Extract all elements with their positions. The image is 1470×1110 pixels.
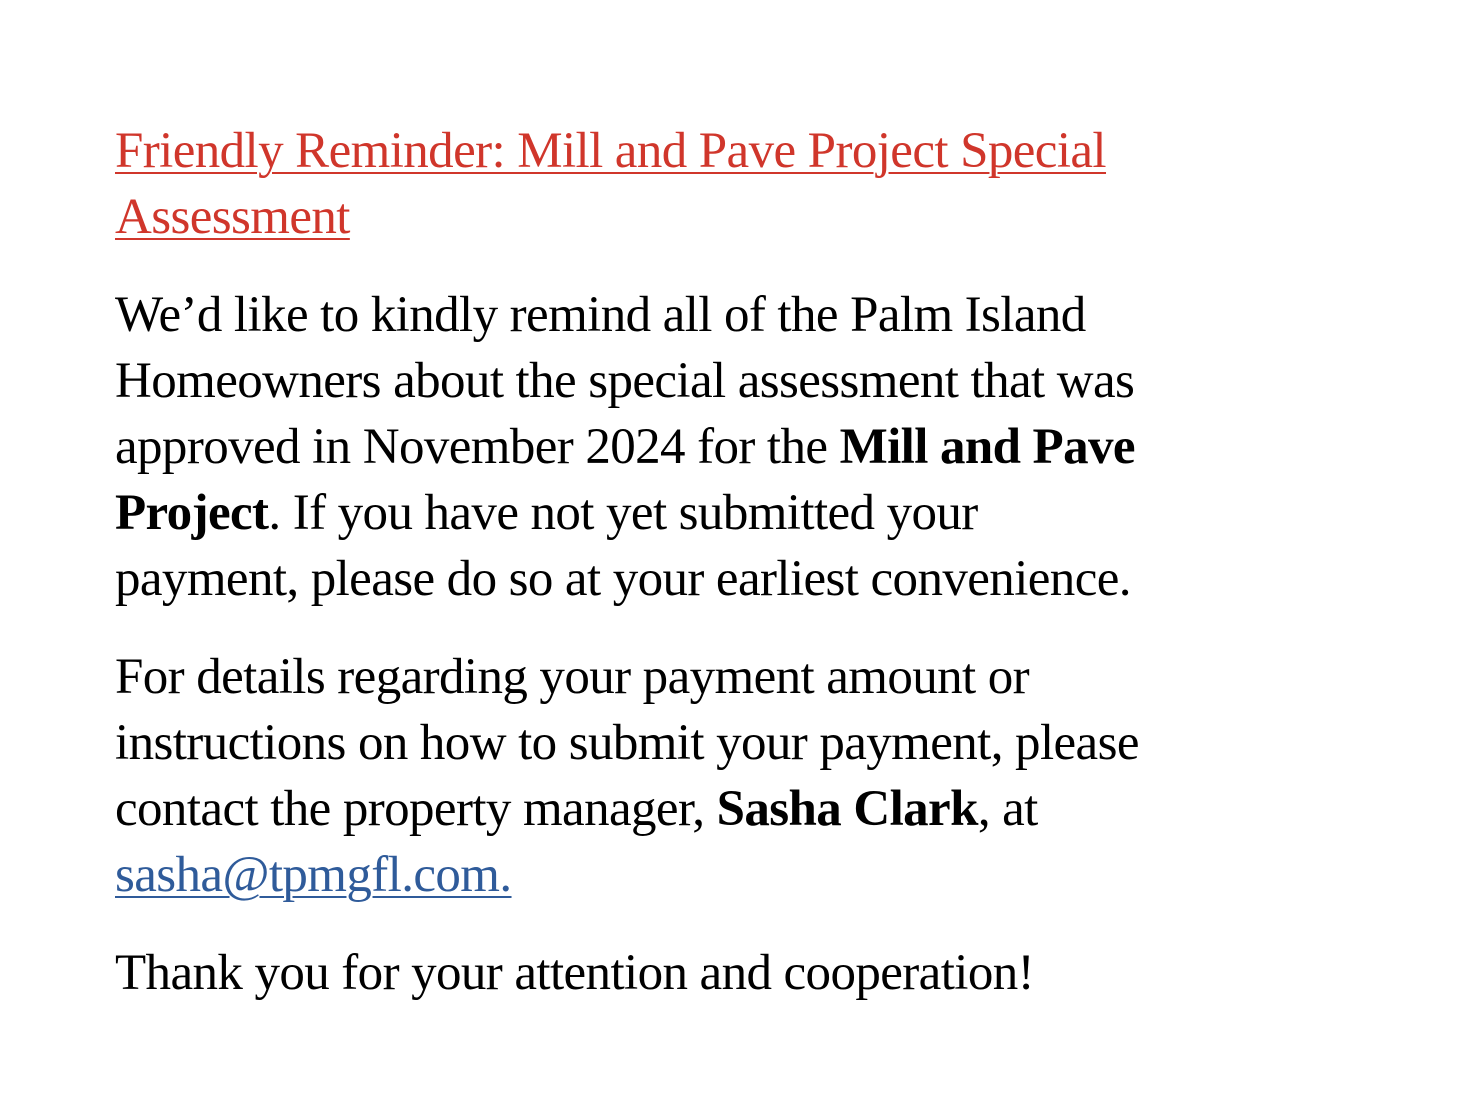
reminder-line-2: Homeowners about the special assessment that was xyxy=(115,353,1135,409)
project-name-bold-2: Project xyxy=(115,485,269,541)
contact-line-1: For details regarding your payment amount or xyxy=(115,649,1030,705)
contact-line-3-text: contact the property manager, xyxy=(115,781,717,837)
reminder-line-5: payment, please do so at your earliest convenience. xyxy=(115,551,1131,607)
reminder-line-4-text: . If you have not yet submitted your xyxy=(268,485,978,541)
closing-paragraph xyxy=(115,940,1355,1006)
reminder-line-4 xyxy=(115,480,1355,546)
reminder-paragraph xyxy=(115,282,1355,612)
reminder-line-1: We’d like to kindly remind all of the Palm Island xyxy=(115,287,1086,343)
contact-paragraph xyxy=(115,644,1355,908)
title-line-1: Friendly Reminder: Mill and Pave Project Special xyxy=(115,123,1107,179)
project-name-bold-1: Mill and Pave xyxy=(839,419,1135,475)
contact-line-4 xyxy=(115,842,1355,908)
notice-document xyxy=(115,118,1355,1038)
contact-line-3 xyxy=(115,776,1355,842)
email-link[interactable]: sasha@tpmgfl.com. xyxy=(115,847,512,903)
contact-line-3-tail: , at xyxy=(977,781,1038,837)
closing-line: Thank you for your attention and cooperation! xyxy=(115,945,1035,1001)
title-line-2: Assessment xyxy=(115,189,350,245)
contact-line-2: instructions on how to submit your payment, please xyxy=(115,715,1139,771)
reminder-line-3-text: approved in November 2024 for the xyxy=(115,419,840,475)
manager-name: Sasha Clark xyxy=(716,781,978,837)
notice-title xyxy=(115,118,1355,250)
reminder-line-3 xyxy=(115,414,1355,480)
